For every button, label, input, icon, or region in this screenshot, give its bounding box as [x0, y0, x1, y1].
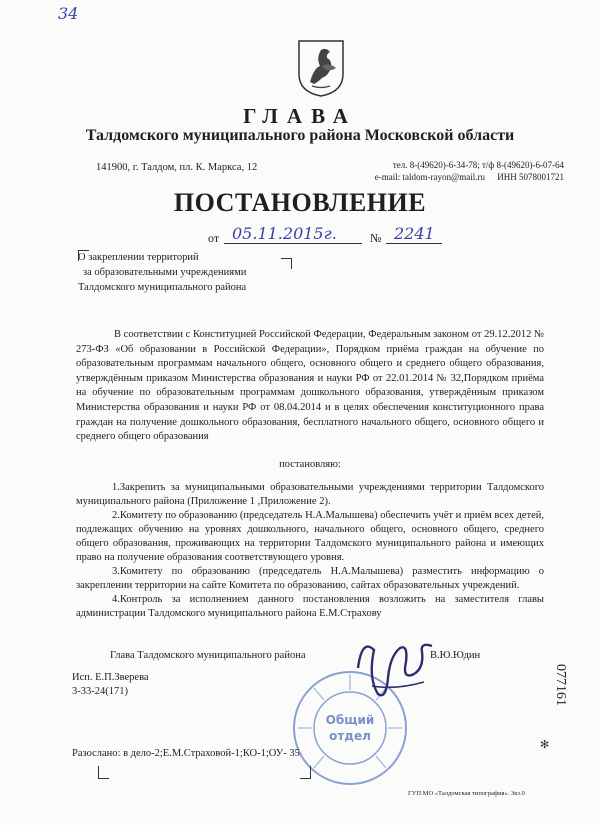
decorative-star-icon: ✻ [540, 739, 550, 751]
corner-handwritten-mark [58, 4, 80, 22]
subject-bracket-right [281, 258, 292, 269]
org-title: ГЛАВА [243, 104, 357, 128]
resolution-item: 4.Контроль за исполнением данного постановления возложить на заместителя главы администрации Талдомского муниципального района Е.М.Страхову [76, 594, 544, 619]
org-inn: ИНН 5078001721 [497, 172, 564, 182]
number-label: № [370, 231, 382, 245]
serial-number: 077161 [553, 664, 568, 706]
signer-name: В.Ю.Юдин [430, 650, 481, 661]
org-contacts [375, 172, 564, 182]
distribution-list: Разослано: в дело-2;Е.М.Страховой-1;КО-1;ОУ- 35 [72, 748, 300, 759]
org-phones: тел. 8-(49620)-6-34-78; т/ф 8-(49620)-6-07-64 [392, 160, 564, 170]
corner-mark-bottom-right [300, 766, 311, 779]
date-number-row [208, 226, 448, 246]
date-underline [224, 243, 362, 244]
coat-of-arms-icon [296, 38, 346, 98]
subject-line: Талдомского муниципального района [78, 282, 247, 293]
executor-phone: 3-33-24(171) [72, 686, 128, 697]
org-email: e-mail: taldom-rayon@mail.ru [374, 172, 485, 182]
document-type-heading: ПОСТАНОВЛЕНИЕ [173, 188, 427, 217]
preamble-paragraph: В соответствии с Конституцией Российской Федерации, Федеральным законом от 29.12.2012 № 273-ФЗ «Об образовании в Российской Федерации», Порядком приёма граждан на обучение по образовательным программам начального общего, основного общего и среднего общего образования, утверждённым приказом Министерства образования и науки РФ от 22.01.2014 № 32,Порядком приёма на обучение по образовательным программам дошкольного образования, утверждённым приказом Министерства образования и науки РФ от 08.04.2014 и в целях обеспечения конституционного права граждан на получение дошкольного образования, бесплатного начального общего, основного общего и среднего общего образования [76, 329, 544, 443]
org-subtitle: Талдомского муниципального района Московской области [85, 127, 515, 144]
signer-title: Глава Талдомского муниципального района [110, 650, 306, 661]
resolve-word: постановляю: [279, 459, 341, 470]
subject-line: О закреплении территорий [78, 252, 199, 263]
resolution-item: 2.Комитету по образованию (председатель Н.А.Малышева) обеспечить учёт и приём всех детей, подлежащих обучению на уровнях дошкольного, начального общего, основного общего, среднего общего образования, проживающих на территории Талдомского муниципального района и имеющих право на получение образования соответствующего уровня. [76, 510, 544, 563]
number-value: 2241 [394, 224, 435, 243]
resolution-item: 3.Комитету по образованию (председатель Н.А.Малышева) разместить информацию о закреплении территории на сайте Комитета по образованию, сайтах образовательных учреждений. [76, 566, 544, 591]
resolution-item: 1.Закрепить за муниципальными образовательными учреждениями территории Талдомского муниципального района (Приложение 1 ,Приложение 2). [76, 482, 544, 507]
corner-mark-bottom-left [98, 766, 109, 779]
corner-mark-text: 34 [58, 4, 79, 23]
org-address: 141900, г. Талдом, пл. К. Маркса, 12 [96, 162, 258, 173]
stamp-text: Общий отдел [325, 713, 375, 743]
executor-block [72, 671, 149, 699]
printer-line: ГУП МО «Талдомская типография». Зкз.0 [408, 790, 525, 797]
handwritten-signature [348, 628, 448, 708]
subject-line: за образовательными учреждениями [83, 267, 247, 278]
number-underline [386, 243, 442, 244]
date-value: 05.11.2015г. [232, 224, 337, 243]
subject-block [78, 250, 246, 295]
date-label: от [208, 231, 220, 245]
executor-name: Исп. Е.П.Зверева [72, 672, 149, 683]
